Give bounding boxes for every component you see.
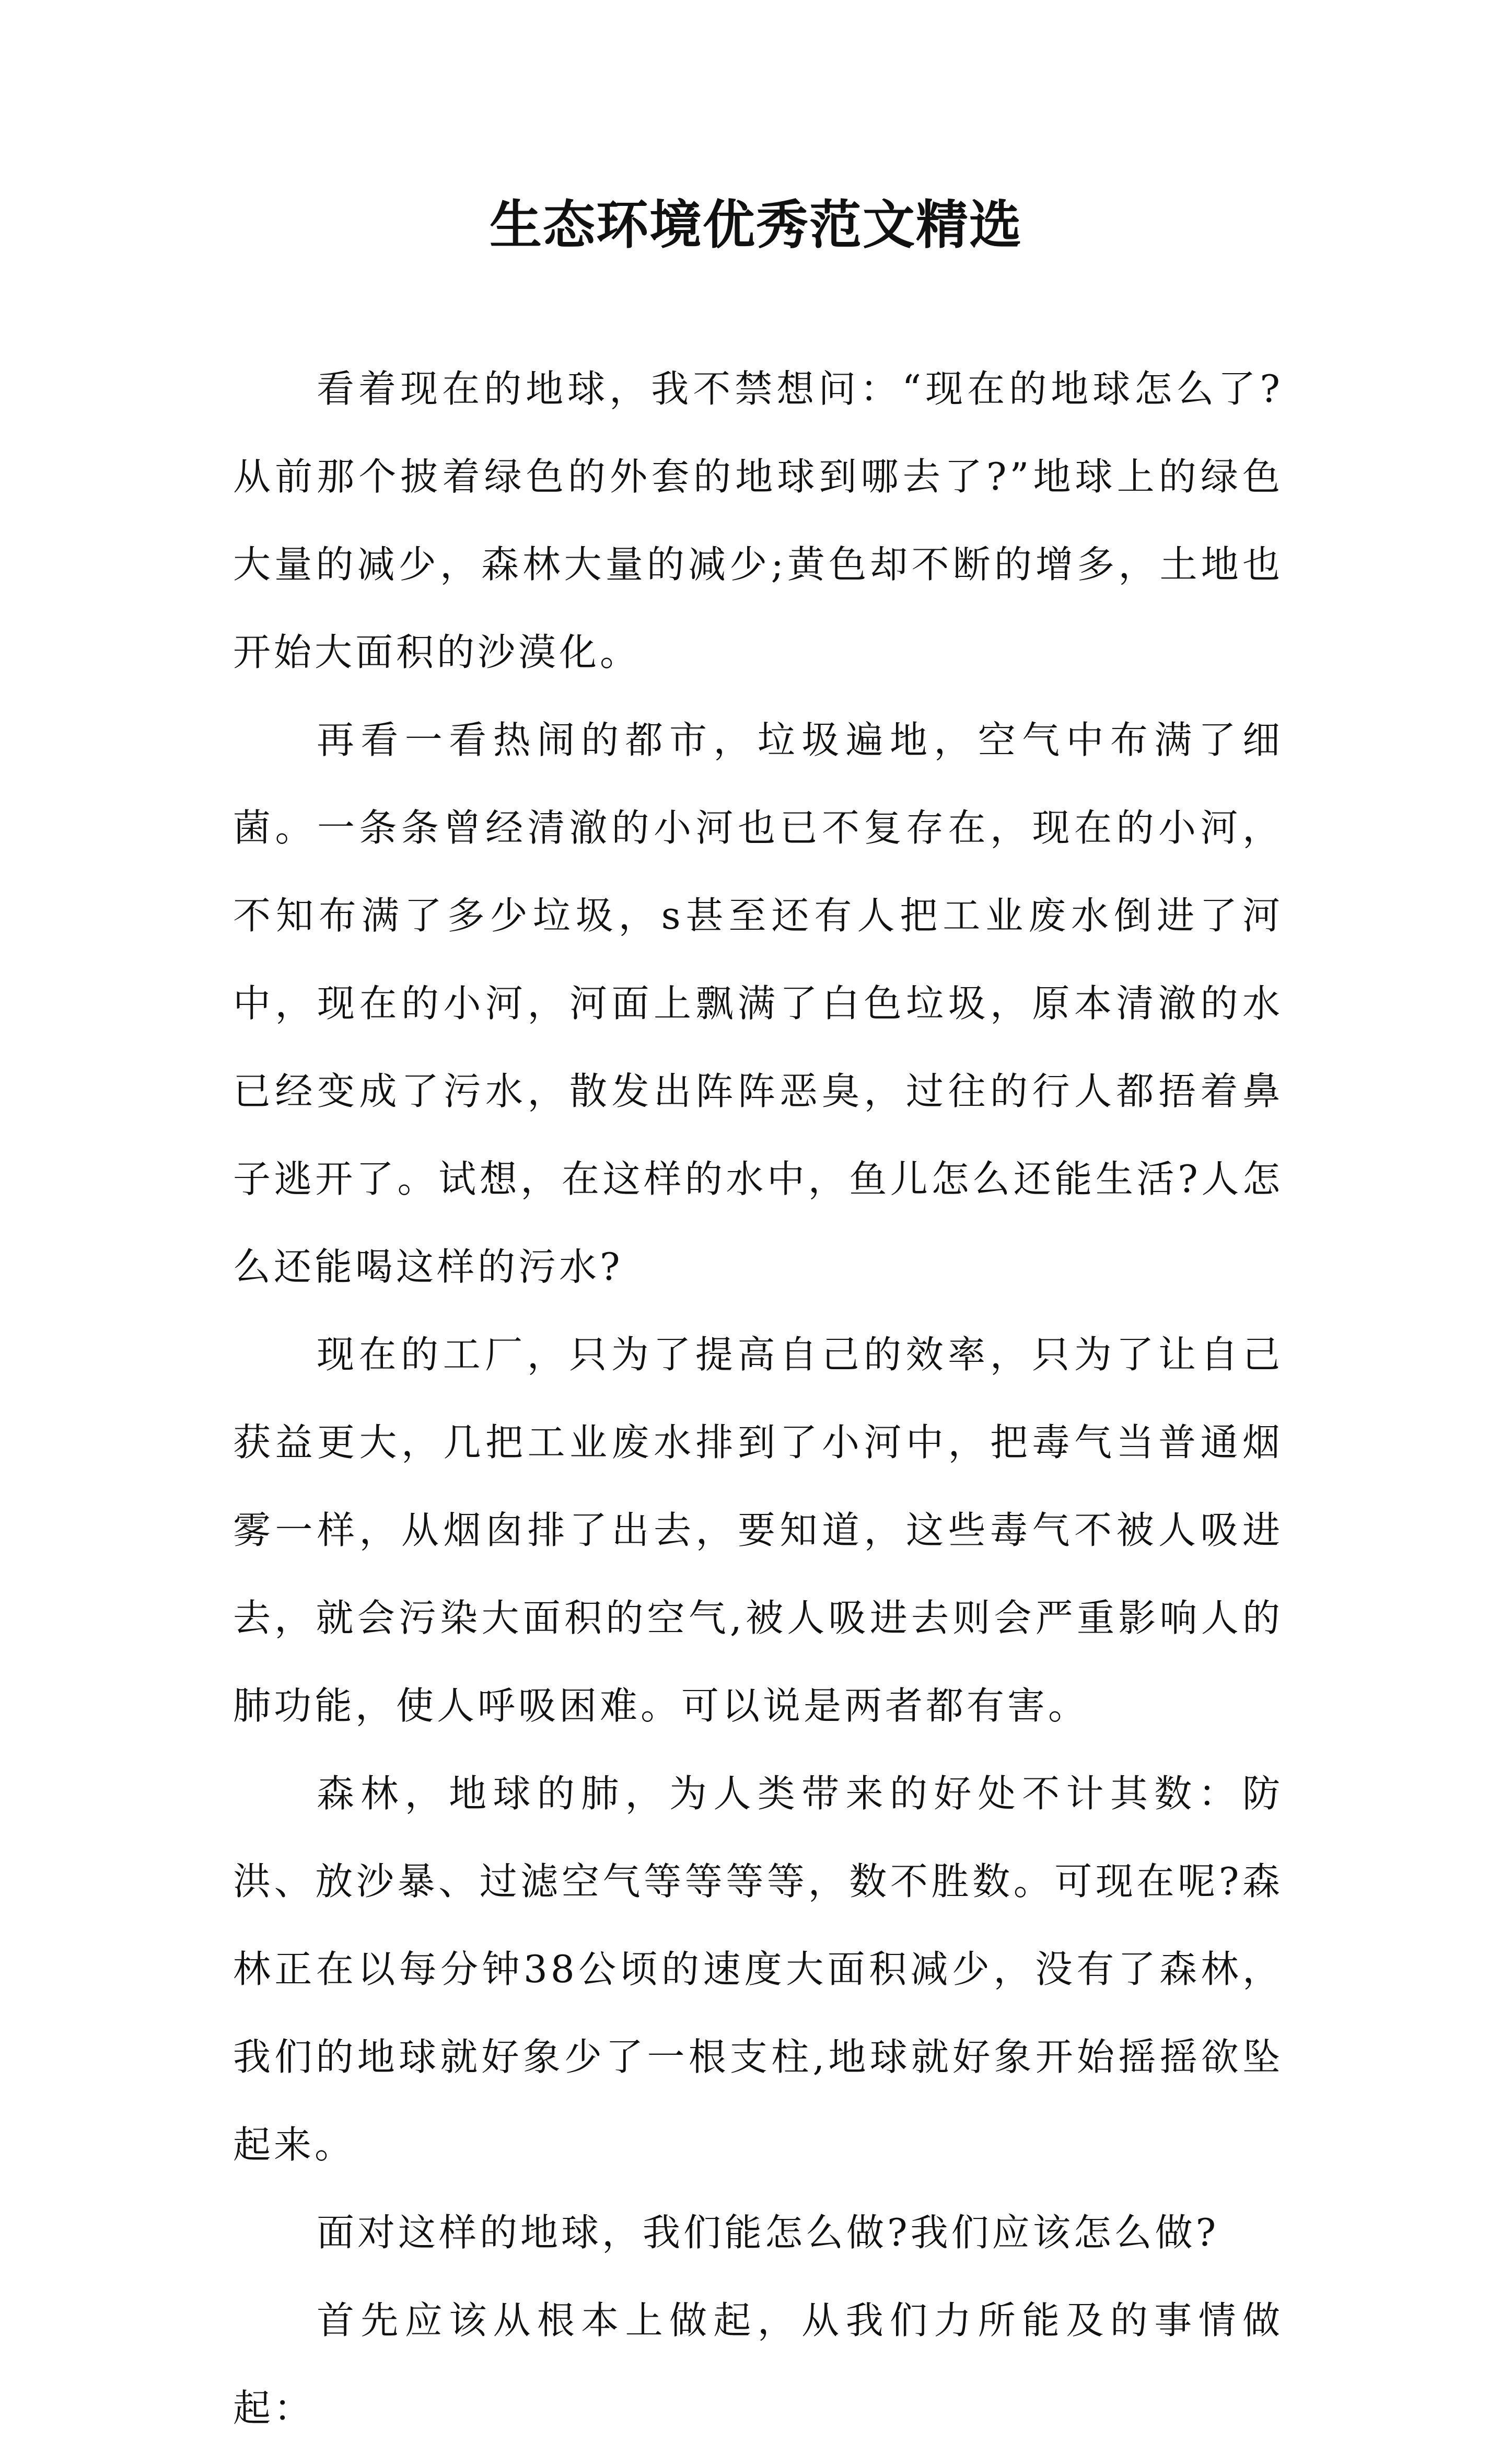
paragraph-6: 首先应该从根本上做起，从我们力所能及的事情做起： xyxy=(233,2298,1283,2430)
page-title: 生态环境优秀范文精选 xyxy=(490,194,1022,256)
paragraph-1: 看着现在的地球，我不禁想问：“现在的地球怎么了?从前那个披着绿色的外套的地球到哪去了?”地球上的绿色大量的减少，森林大量的减少;黄色却不断的增多，土地也开始大面积的沙漠化。 xyxy=(233,367,1283,674)
document-body xyxy=(233,345,1283,2452)
paragraph-3: 现在的工厂，只为了提高自己的效率，只为了让自己获益更大，几把工业废水排到了小河中，把毒气当普通烟雾一样，从烟囱排了出去，要知道，这些毒气不被人吸进去，就会污染大面积的空气,被人吸进去则会严重影响人的肺功能，使人呼吸困难。可以说是两者都有害。 xyxy=(233,1333,1283,1728)
paragraph-2: 再看一看热闹的都市，垃圾遍地，空气中布满了细菌。一条条曾经清澈的小河也已不复存在，现在的小河，不知布满了多少垃圾，s甚至还有人把工业废水倒进了河中，现在的小河，河面上飘满了白色垃圾，原本清澈的水已经变成了污水，散发出阵阵恶臭，过往的行人都捂着鼻子逃开了。试想，在这样的水中，鱼儿怎么还能生活?人怎么还能喝这样的污水? xyxy=(233,718,1283,1289)
paragraph-5: 面对这样的地球，我们能怎么做?我们应该怎么做? xyxy=(317,2211,1219,2254)
paragraph-4: 森林，地球的肺，为人类带来的好处不计其数：防洪、放沙暴、过滤空气等等等等，数不胜数。可现在呢?森林正在以每分钟38公顷的速度大面积减少，没有了森林，我们的地球就好象少了一根支柱,地球就好象开始摇摇欲坠起来。 xyxy=(233,1772,1283,2167)
